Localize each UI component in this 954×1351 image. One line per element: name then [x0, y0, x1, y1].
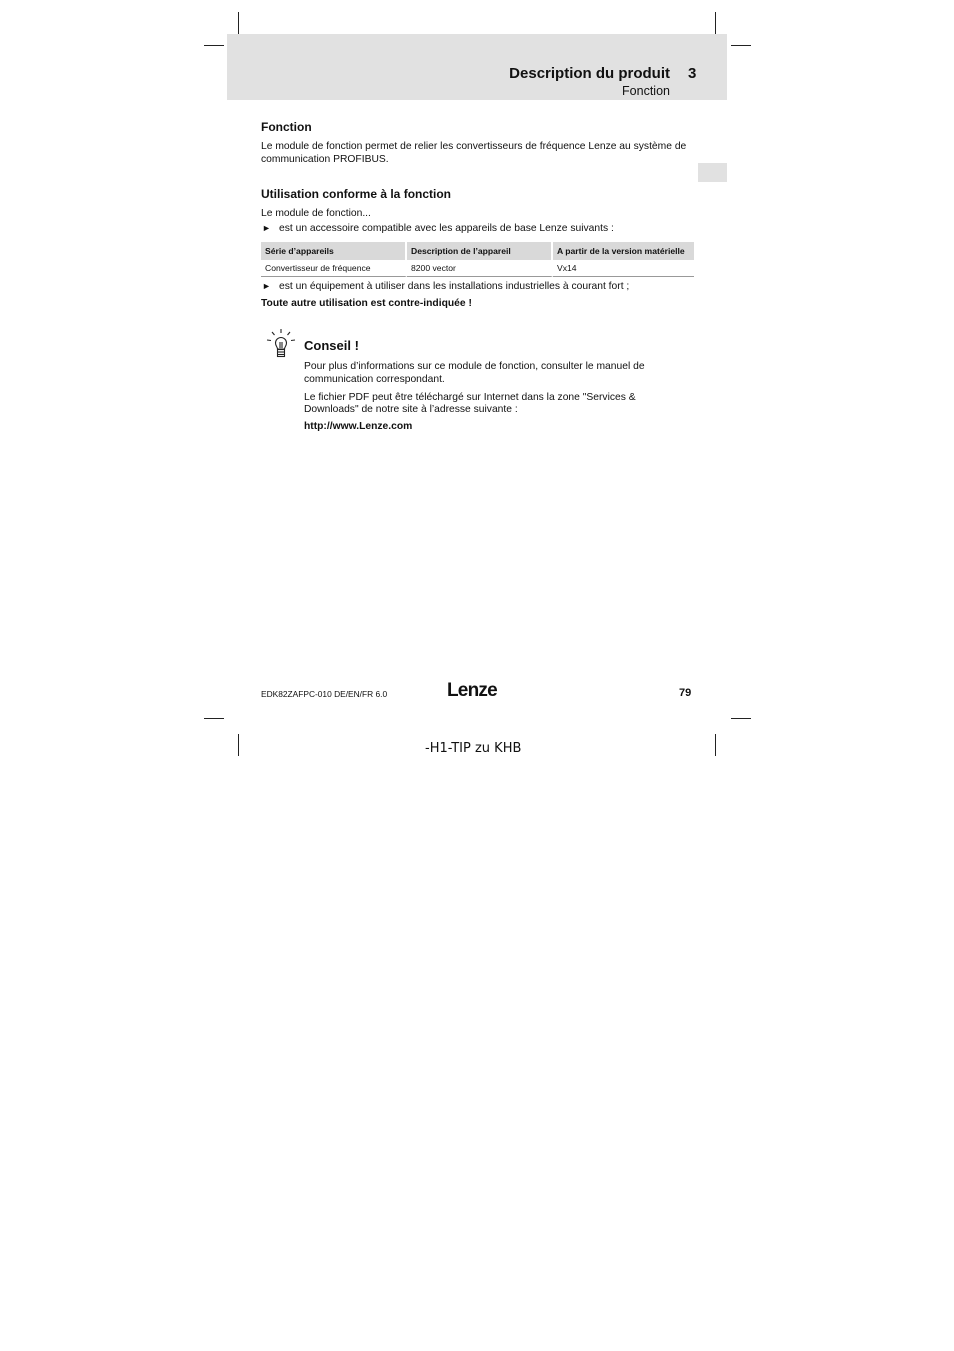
document-reference: EDK82ZAFPC-010 DE/EN/FR 6.0 — [261, 689, 388, 699]
tip-text: Pour plus d’informations sur ce module de fonction, consulter le manuel de — [304, 361, 645, 372]
tip-title: Conseil ! — [304, 338, 359, 353]
page-number: 79 — [679, 687, 692, 699]
bullet-text: est un accessoire compatible avec les appareils de base Lenze suivants : — [279, 223, 614, 234]
heading-fonction: Fonction — [261, 120, 312, 134]
bullet-item — [262, 222, 614, 235]
table-header: Description de l’appareil — [407, 242, 553, 260]
intro-text: Le module de fonction... — [261, 208, 371, 219]
crop-mark — [238, 12, 239, 34]
paragraph-line: Le module de fonction permet de relier les convertisseurs de fréquence Lenze au système de — [261, 141, 687, 152]
crop-mark — [731, 718, 751, 719]
bullet-item — [262, 280, 629, 293]
warning-text: Toute autre utilisation est contre-indiquée ! — [261, 298, 472, 309]
tip-text: Le fichier PDF peut être téléchargé sur Internet dans la zone "Services & — [304, 392, 636, 403]
bullet-arrow-icon: ► — [262, 223, 271, 233]
side-tab — [698, 163, 727, 182]
bottom-note: -H1-TIP zu KHB — [425, 741, 522, 756]
tip-text: Downloads" de notre site à l’adresse suivante : — [304, 404, 518, 415]
chapter-number: 3 — [688, 65, 697, 82]
crop-mark — [238, 734, 239, 756]
paragraph-line: communication PROFIBUS. — [261, 154, 389, 165]
device-table — [261, 242, 694, 277]
table-cell: Vx14 — [553, 260, 694, 277]
table-header-row — [261, 242, 694, 260]
table-header: A partir de la version matérielle — [553, 242, 694, 260]
section-subtitle: Fonction — [622, 84, 670, 98]
crop-mark — [715, 12, 716, 34]
bullet-text: est un équipement à utiliser dans les installations industrielles à courant fort ; — [279, 281, 630, 292]
tip-text: communication correspondant. — [304, 374, 445, 385]
crop-mark — [204, 718, 224, 719]
website-link[interactable]: http://www.Lenze.com — [304, 421, 413, 432]
table-cell: Convertisseur de fréquence — [261, 260, 407, 277]
lightbulb-icon — [266, 328, 298, 360]
lenze-logo: Lenze — [447, 680, 497, 701]
chapter-title: Description du produit — [509, 65, 670, 82]
crop-mark — [204, 45, 224, 46]
heading-utilisation: Utilisation conforme à la fonction — [261, 187, 452, 201]
table-header: Série d’appareils — [261, 242, 407, 260]
bullet-arrow-icon: ► — [262, 281, 271, 291]
table-cell: 8200 vector — [407, 260, 553, 277]
crop-mark — [731, 45, 751, 46]
crop-mark — [715, 734, 716, 756]
table-row — [261, 260, 694, 277]
